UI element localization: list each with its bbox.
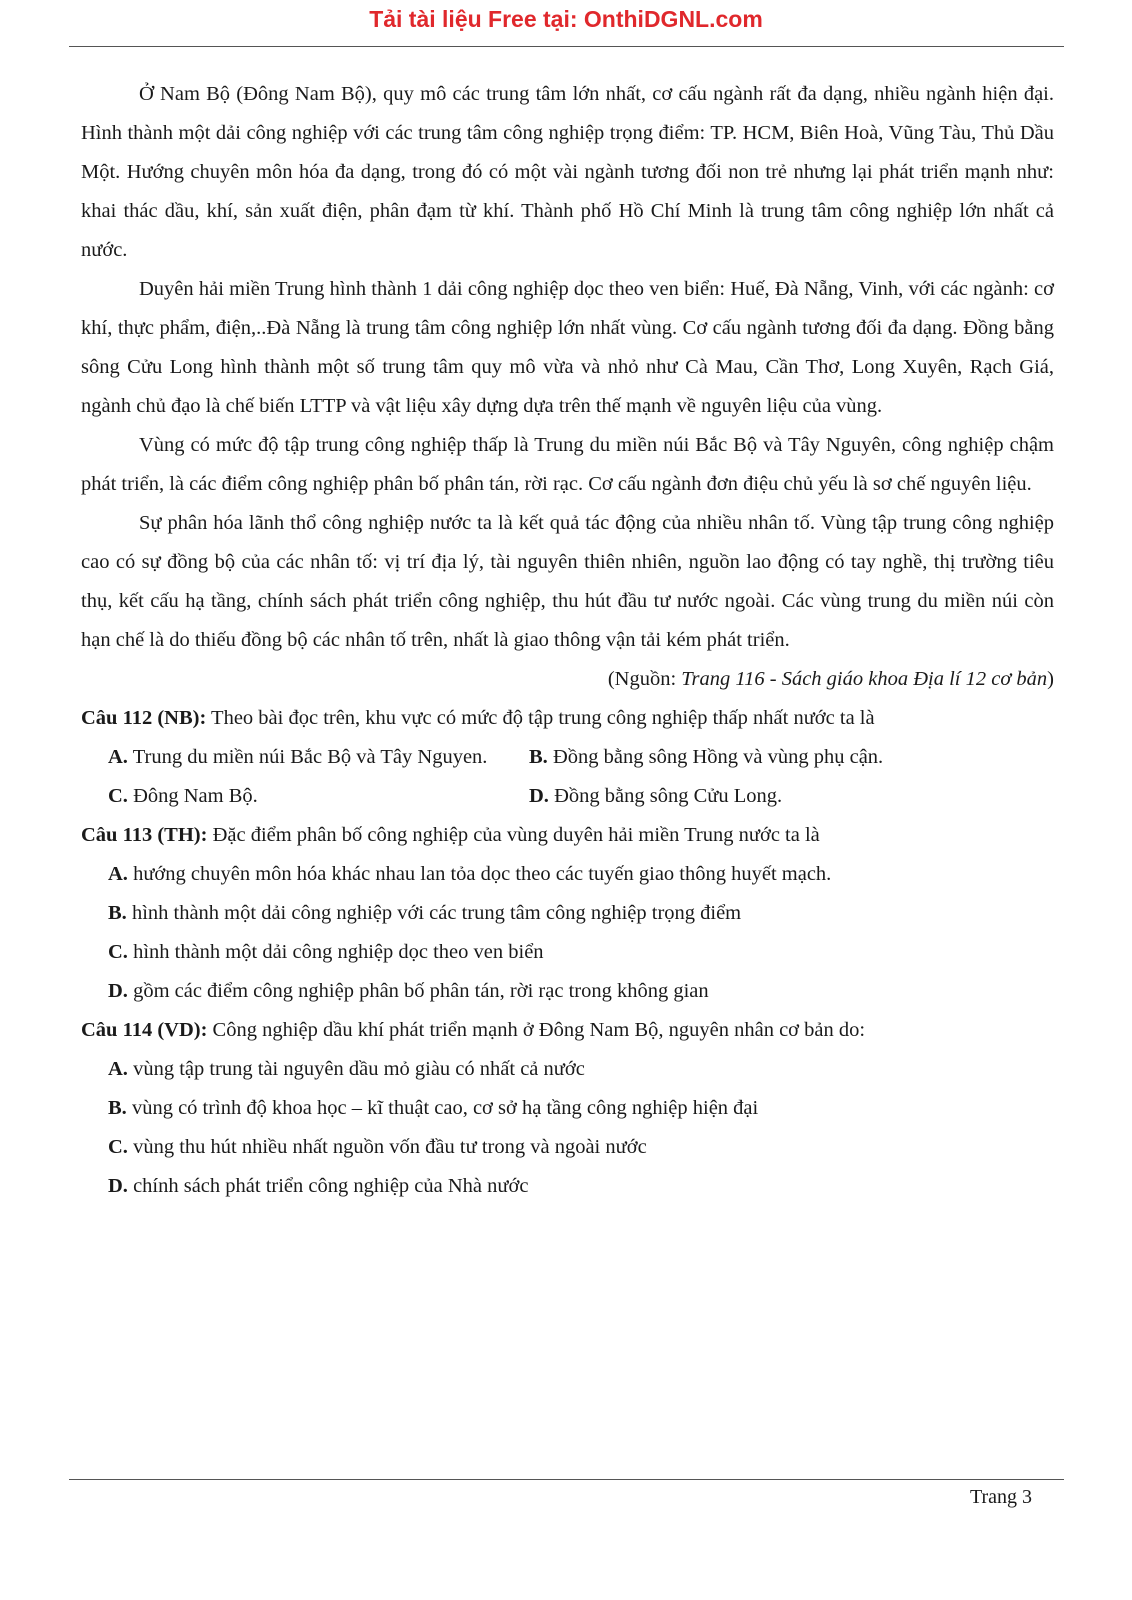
- option-letter: D.: [108, 980, 128, 1002]
- question-113: [81, 816, 1054, 855]
- option-letter: A.: [108, 863, 128, 885]
- option-letter: A.: [108, 1058, 128, 1080]
- option-text: hướng chuyên môn hóa khác nhau lan tỏa dọc theo các tuyến giao thông huyết mạch.: [127, 863, 832, 885]
- option-text: Trung du miền núi Bắc Bộ và Tây Nguyen.: [127, 746, 488, 768]
- paragraph-dong-nam-bo: Ở Nam Bộ (Đông Nam Bộ), quy mô các trung tâm lớn nhất, cơ cấu ngành rất đa dạng, nhiều ngành hiện đại. Hình thành một dải công nghiệp với các trung tâm công nghiệp trọng điểm: TP. HCM, Biên Hoà, Vũng Tàu, Thủ Dầu Một. Hướng chuyên môn hóa đa dạng, trong đó có một vài ngành tương đối non trẻ nhưng lại phát triển mạnh như: khai thác dầu, khí, sản xuất điện, phân đạm từ khí. Thành phố Hồ Chí Minh là trung tâm công nghiệp lớn nhất cả nước.: [81, 83, 1054, 261]
- option-text: vùng tập trung tài nguyên dầu mỏ giàu có nhất cả nước: [127, 1058, 585, 1080]
- option-a[interactable]: [108, 738, 529, 777]
- option-b[interactable]: [81, 894, 1054, 933]
- paragraph-phan-hoa-lanh-tho: Sự phân hóa lãnh thổ công nghiệp nước ta là kết quả tác động của nhiều nhân tố. Vùng tập trung công nghiệp cao có sự đồng bộ của các nhân tố: vị trí địa lý, tài nguyên thiên nhiên, nguồn lao động có tay nghề, thị trường tiêu thụ, kết cấu hạ tầng, chính sách phát triển công nghiệp, thu hút đầu tư nước ngoài. Các vùng trung du miền núi còn hạn chế là do thiếu đồng bộ các nhân tố trên, nhất là giao thông vận tải kém phát triển.: [81, 512, 1054, 651]
- option-c[interactable]: [108, 777, 529, 816]
- download-banner[interactable]: Tải tài liệu Free tại: OnthiDGNL.com: [369, 6, 763, 32]
- option-letter: B.: [108, 1097, 127, 1119]
- option-a[interactable]: [81, 1050, 1054, 1089]
- option-c[interactable]: [81, 1128, 1054, 1167]
- option-text: vùng có trình độ khoa học – kĩ thuật cao, cơ sở hạ tầng công nghiệp hiện đại: [126, 1097, 759, 1119]
- paragraph-duyen-hai-mien-trung: Duyên hải miền Trung hình thành 1 dải công nghiệp dọc theo ven biển: Huế, Đà Nẵng, Vinh, với các ngành: cơ khí, thực phẩm, điện,..Đà Nẵng là trung tâm công nghiệp lớn nhất vùng. Cơ cấu ngành tương đối đa dạng. Đồng bằng sông Cửu Long hình thành một số trung tâm quy mô vừa và nhỏ như Cà Mau, Cần Thơ, Long Xuyên, Rạch Giá, ngành chủ đạo là chế biến LTTP và vật liệu xây dựng dựa trên thế mạnh về nguyên liệu của vùng.: [81, 278, 1054, 417]
- option-text: Đông Nam Bộ.: [127, 785, 258, 807]
- option-text: gồm các điểm công nghiệp phân bố phân tán, rời rạc trong không gian: [127, 980, 709, 1002]
- paragraph-trung-du-tay-nguyen: Vùng có mức độ tập trung công nghiệp thấp là Trung du miền núi Bắc Bộ và Tây Nguyên, công nghiệp chậm phát triển, là các điểm công nghiệp phân bố phân tán, rời rạc. Cơ cấu ngành đơn điệu chủ yếu là sơ chế nguyên liệu.: [81, 434, 1054, 495]
- source-prefix: (Nguồn:: [607, 668, 682, 690]
- option-letter: C.: [108, 941, 128, 963]
- option-letter: D.: [108, 1175, 128, 1197]
- option-a[interactable]: [81, 855, 1054, 894]
- option-d[interactable]: [529, 777, 782, 816]
- question-114: [81, 1011, 1054, 1050]
- option-text: hình thành một dải công nghiệp dọc theo ven biển: [127, 941, 544, 963]
- option-b[interactable]: [529, 738, 883, 777]
- option-text: Đồng bằng sông Cửu Long.: [548, 785, 783, 807]
- page-number: Trang 3: [969, 1486, 1032, 1508]
- option-letter: B.: [108, 902, 127, 924]
- source-title: Trang 116 - Sách giáo khoa Địa lí 12 cơ bản: [681, 668, 1048, 690]
- option-d[interactable]: [81, 972, 1054, 1011]
- option-text: chính sách phát triển công nghiệp của Nhà nước: [127, 1175, 529, 1197]
- question-label: Câu 114 (VD):: [81, 1019, 208, 1041]
- question-text: Đặc điểm phân bố công nghiệp của vùng duyên hải miền Trung nước ta là: [207, 824, 820, 846]
- option-text: vùng thu hút nhiều nhất nguồn vốn đầu tư trong và ngoài nước: [127, 1136, 647, 1158]
- option-letter: B.: [529, 746, 548, 768]
- options-row: [81, 777, 1054, 816]
- option-d[interactable]: [81, 1167, 1054, 1206]
- options-row: [81, 738, 1054, 777]
- source-suffix: ): [1047, 668, 1054, 690]
- option-b[interactable]: [81, 1089, 1054, 1128]
- question-112: [81, 699, 1054, 738]
- header-divider: [69, 46, 1064, 47]
- question-text: Theo bài đọc trên, khu vực có mức độ tập trung công nghiệp thấp nhất nước ta là: [206, 707, 875, 729]
- document-body: [81, 75, 1054, 1206]
- question-label: Câu 112 (NB):: [81, 707, 207, 729]
- question-text: Công nghiệp dầu khí phát triển mạnh ở Đông Nam Bộ, nguyên nhân cơ bản do:: [207, 1019, 866, 1041]
- question-label: Câu 113 (TH):: [81, 824, 208, 846]
- option-letter: C.: [108, 785, 128, 807]
- option-letter: D.: [529, 785, 549, 807]
- option-c[interactable]: [81, 933, 1054, 972]
- source-citation: [81, 660, 1054, 699]
- option-letter: A.: [108, 746, 128, 768]
- footer-divider: [69, 1479, 1064, 1480]
- option-text: Đồng bằng sông Hồng và vùng phụ cận.: [547, 746, 884, 768]
- option-letter: C.: [108, 1136, 128, 1158]
- option-text: hình thành một dải công nghiệp với các trung tâm công nghiệp trọng điểm: [126, 902, 742, 924]
